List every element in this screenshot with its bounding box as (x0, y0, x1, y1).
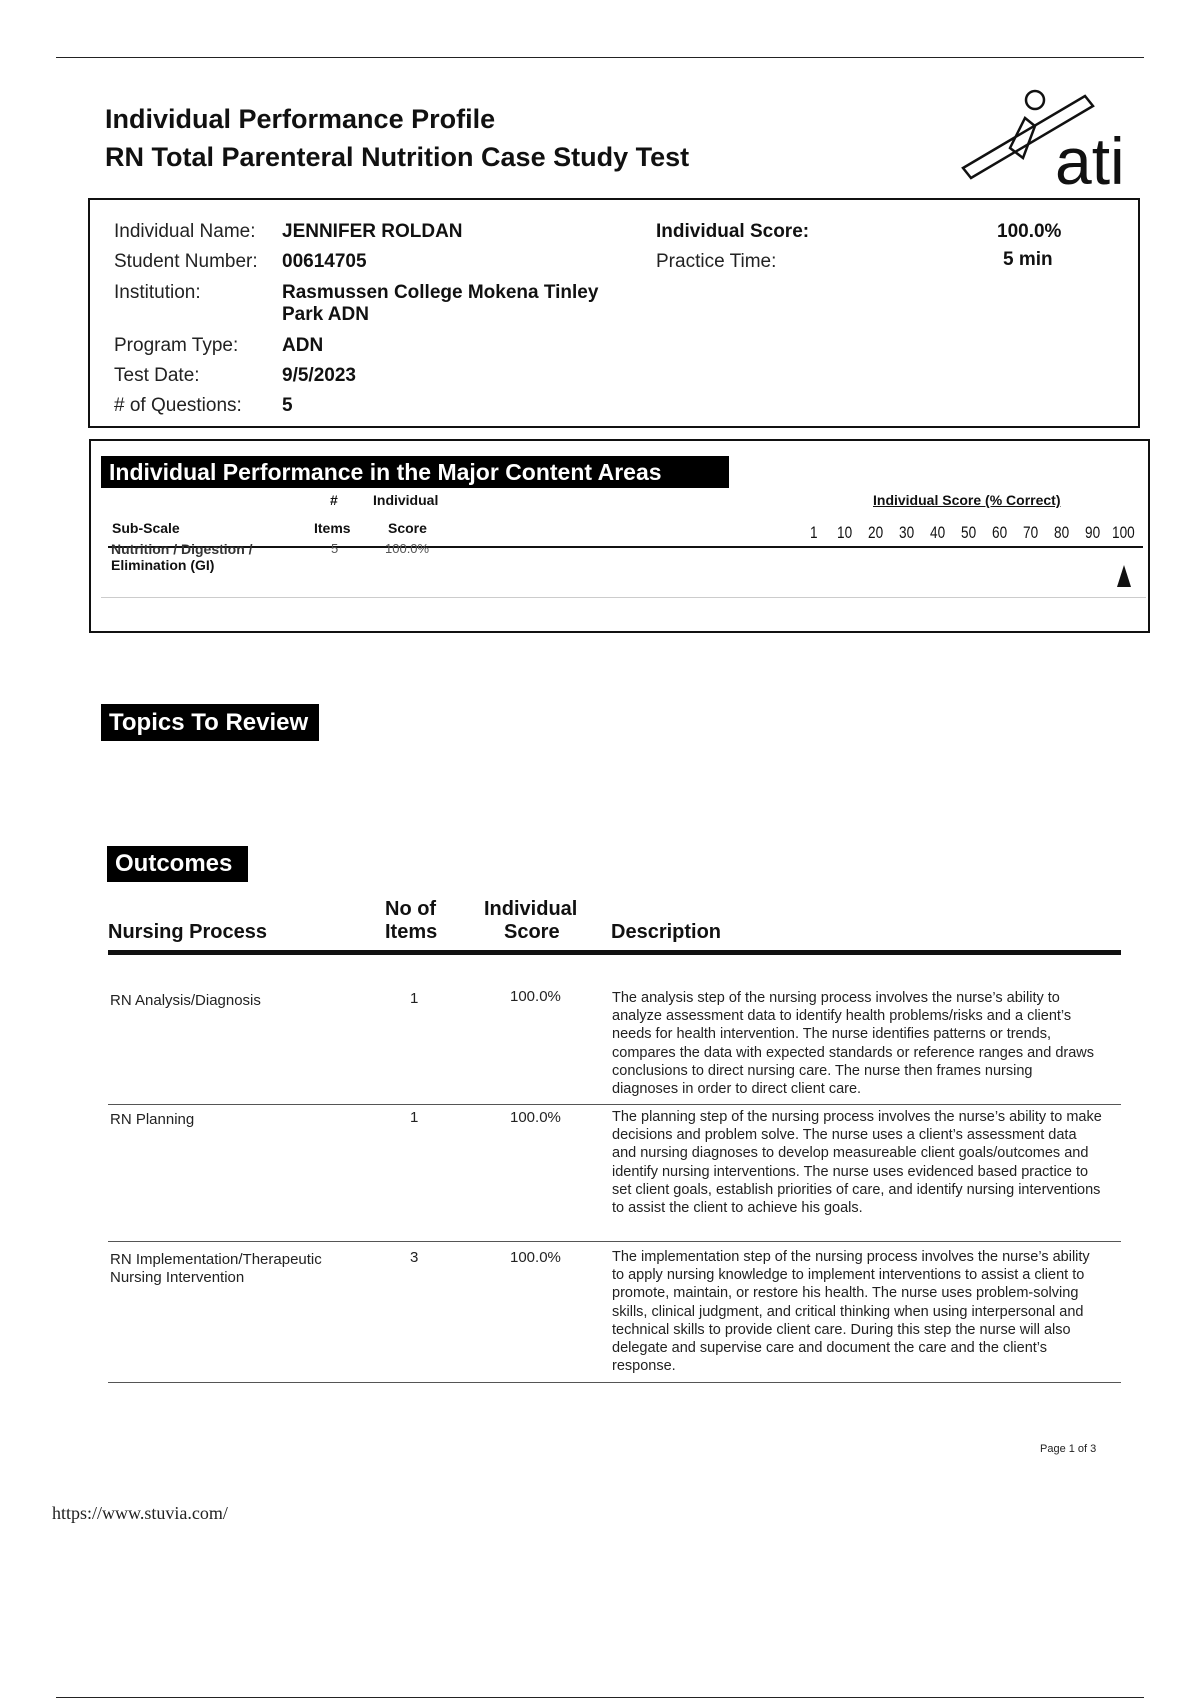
institution-value-line2: Park ADN (282, 304, 369, 325)
chart-title: Individual Score (% Correct) (873, 492, 1061, 508)
axis-tick-80: 80 (1054, 523, 1070, 542)
name-label: Individual Name: (114, 221, 256, 242)
col-items-header-line1: No of (385, 898, 437, 920)
axis-tick-100: 100 (1112, 523, 1135, 542)
score-marker (1117, 565, 1131, 587)
subscale-name-line2: Elimination (GI) (111, 557, 215, 573)
outcomes-heading: Outcomes (107, 846, 248, 882)
page-number: Page 1 of 3 (1040, 1443, 1097, 1455)
axis-tick-70: 70 (1023, 523, 1039, 542)
name-value: JENNIFER ROLDAN (282, 221, 463, 242)
col-process-header: Nursing Process (108, 921, 267, 943)
student-value: 00614705 (282, 251, 367, 272)
axis-tick-20: 20 (868, 523, 884, 542)
major-header-rule (108, 546, 1143, 548)
col-score-header-line1: Individual (484, 898, 578, 920)
axis-tick-1: 1 (810, 523, 818, 542)
outcome-score: 100.0% (510, 1249, 561, 1266)
major-content-heading: Individual Performance in the Major Content Areas (101, 456, 729, 488)
col-items-header: Items (314, 520, 351, 536)
outcomes-header-rule (108, 950, 1121, 955)
student-label: Student Number: (114, 251, 258, 272)
axis-tick-30: 30 (899, 523, 915, 542)
col-score-header-line2: Score (504, 921, 560, 943)
outcome-process: RN Analysis/Diagnosis (110, 992, 261, 1009)
col-description-header: Description (611, 921, 722, 943)
logo-text: ati (1055, 124, 1125, 193)
outcome-description: The planning step of the nursing process involves the nurse’s ability to make decisions and problem solve. The nurse uses a client’s assessment data and nursing diagnoses to develop measureable client goals/outcomes and identify nursing interventions. The nurse uses evidenced based practice to set client goals, establish priorities of care, and identify nursing interventions to assist the client to achieve his goals. (612, 1109, 1102, 1217)
outcome-items: 3 (410, 1249, 419, 1266)
source-url[interactable]: https://www.stuvia.com/ (52, 1503, 228, 1523)
top-divider (56, 57, 1144, 58)
subscale-score: 100.0% (385, 541, 430, 556)
axis-tick-60: 60 (992, 523, 1008, 542)
outcome-description: The analysis step of the nursing process involves the nurse’s ability to analyze assessment data to identify health problems/risks and a client’s needs for health intervention. The nurse identifies patterns or trends, compares the data with expected standards or reference ranges and draws conclusions to direct nursing care. The nurse then frames nursing diagnoses in order to direct client care. (612, 990, 1094, 1098)
axis-tick-90: 90 (1085, 523, 1101, 542)
subscale-items: 5 (331, 541, 339, 556)
outcome-process-line2: Nursing Intervention (110, 1269, 245, 1286)
bottom-divider (56, 1697, 1144, 1698)
col-hash-header: # (330, 492, 338, 508)
outcome-description: The implementation step of the nursing process involves the nurse’s ability to apply nursing knowledge to implement interventions to assist a client to promote, maintain, or restore his health. The nurse uses problem-solving skills, clinical judgment, and critical thinking when using interpersonal and technical skills to provide client care. During this step the nurse will also delegate and supervise care and document the care and the client’s response. (612, 1249, 1090, 1375)
outcome-score: 100.0% (510, 1109, 561, 1126)
date-value: 9/5/2023 (282, 365, 356, 386)
col-individual-header: Individual (373, 492, 439, 508)
col-items-header-line2: Items (385, 921, 438, 943)
topics-heading: Topics To Review (101, 704, 319, 741)
page-title: Individual Performance Profile (105, 104, 496, 134)
axis-tick-40: 40 (930, 523, 946, 542)
axis-tick-50: 50 (961, 523, 977, 542)
date-label: Test Date: (114, 365, 200, 386)
ati-logo (955, 78, 1135, 193)
outcome-score: 100.0% (510, 988, 561, 1005)
outcome-process: RN Planning (110, 1111, 195, 1128)
time-value: 5 min (1003, 249, 1053, 270)
program-value: ADN (282, 335, 324, 356)
col-score-header: Score (388, 520, 427, 536)
outcome-row-divider (108, 1104, 1121, 1105)
questions-value: 5 (282, 395, 293, 416)
outcome-process: RN Implementation/Therapeutic (110, 1251, 322, 1268)
institution-value-line1: Rasmussen College Mokena Tinley (282, 282, 599, 303)
outcome-row-divider (108, 1241, 1121, 1242)
score-label: Individual Score: (656, 221, 810, 242)
col-subscale-header: Sub-Scale (112, 520, 180, 536)
axis-tick-10: 10 (837, 523, 853, 542)
outcome-row-divider (108, 1382, 1121, 1383)
questions-label: # of Questions: (114, 395, 242, 416)
outcome-items: 1 (410, 1109, 419, 1126)
time-label: Practice Time: (656, 251, 777, 272)
program-label: Program Type: (114, 335, 239, 356)
score-value: 100.0% (997, 221, 1062, 242)
subscale-name-line1: Nutrition / Digestion / (111, 541, 253, 557)
test-title: RN Total Parenteral Nutrition Case Study Test (105, 142, 690, 172)
outcome-items: 1 (410, 990, 419, 1007)
institution-label: Institution: (114, 282, 201, 303)
major-row-rule (101, 597, 1146, 598)
